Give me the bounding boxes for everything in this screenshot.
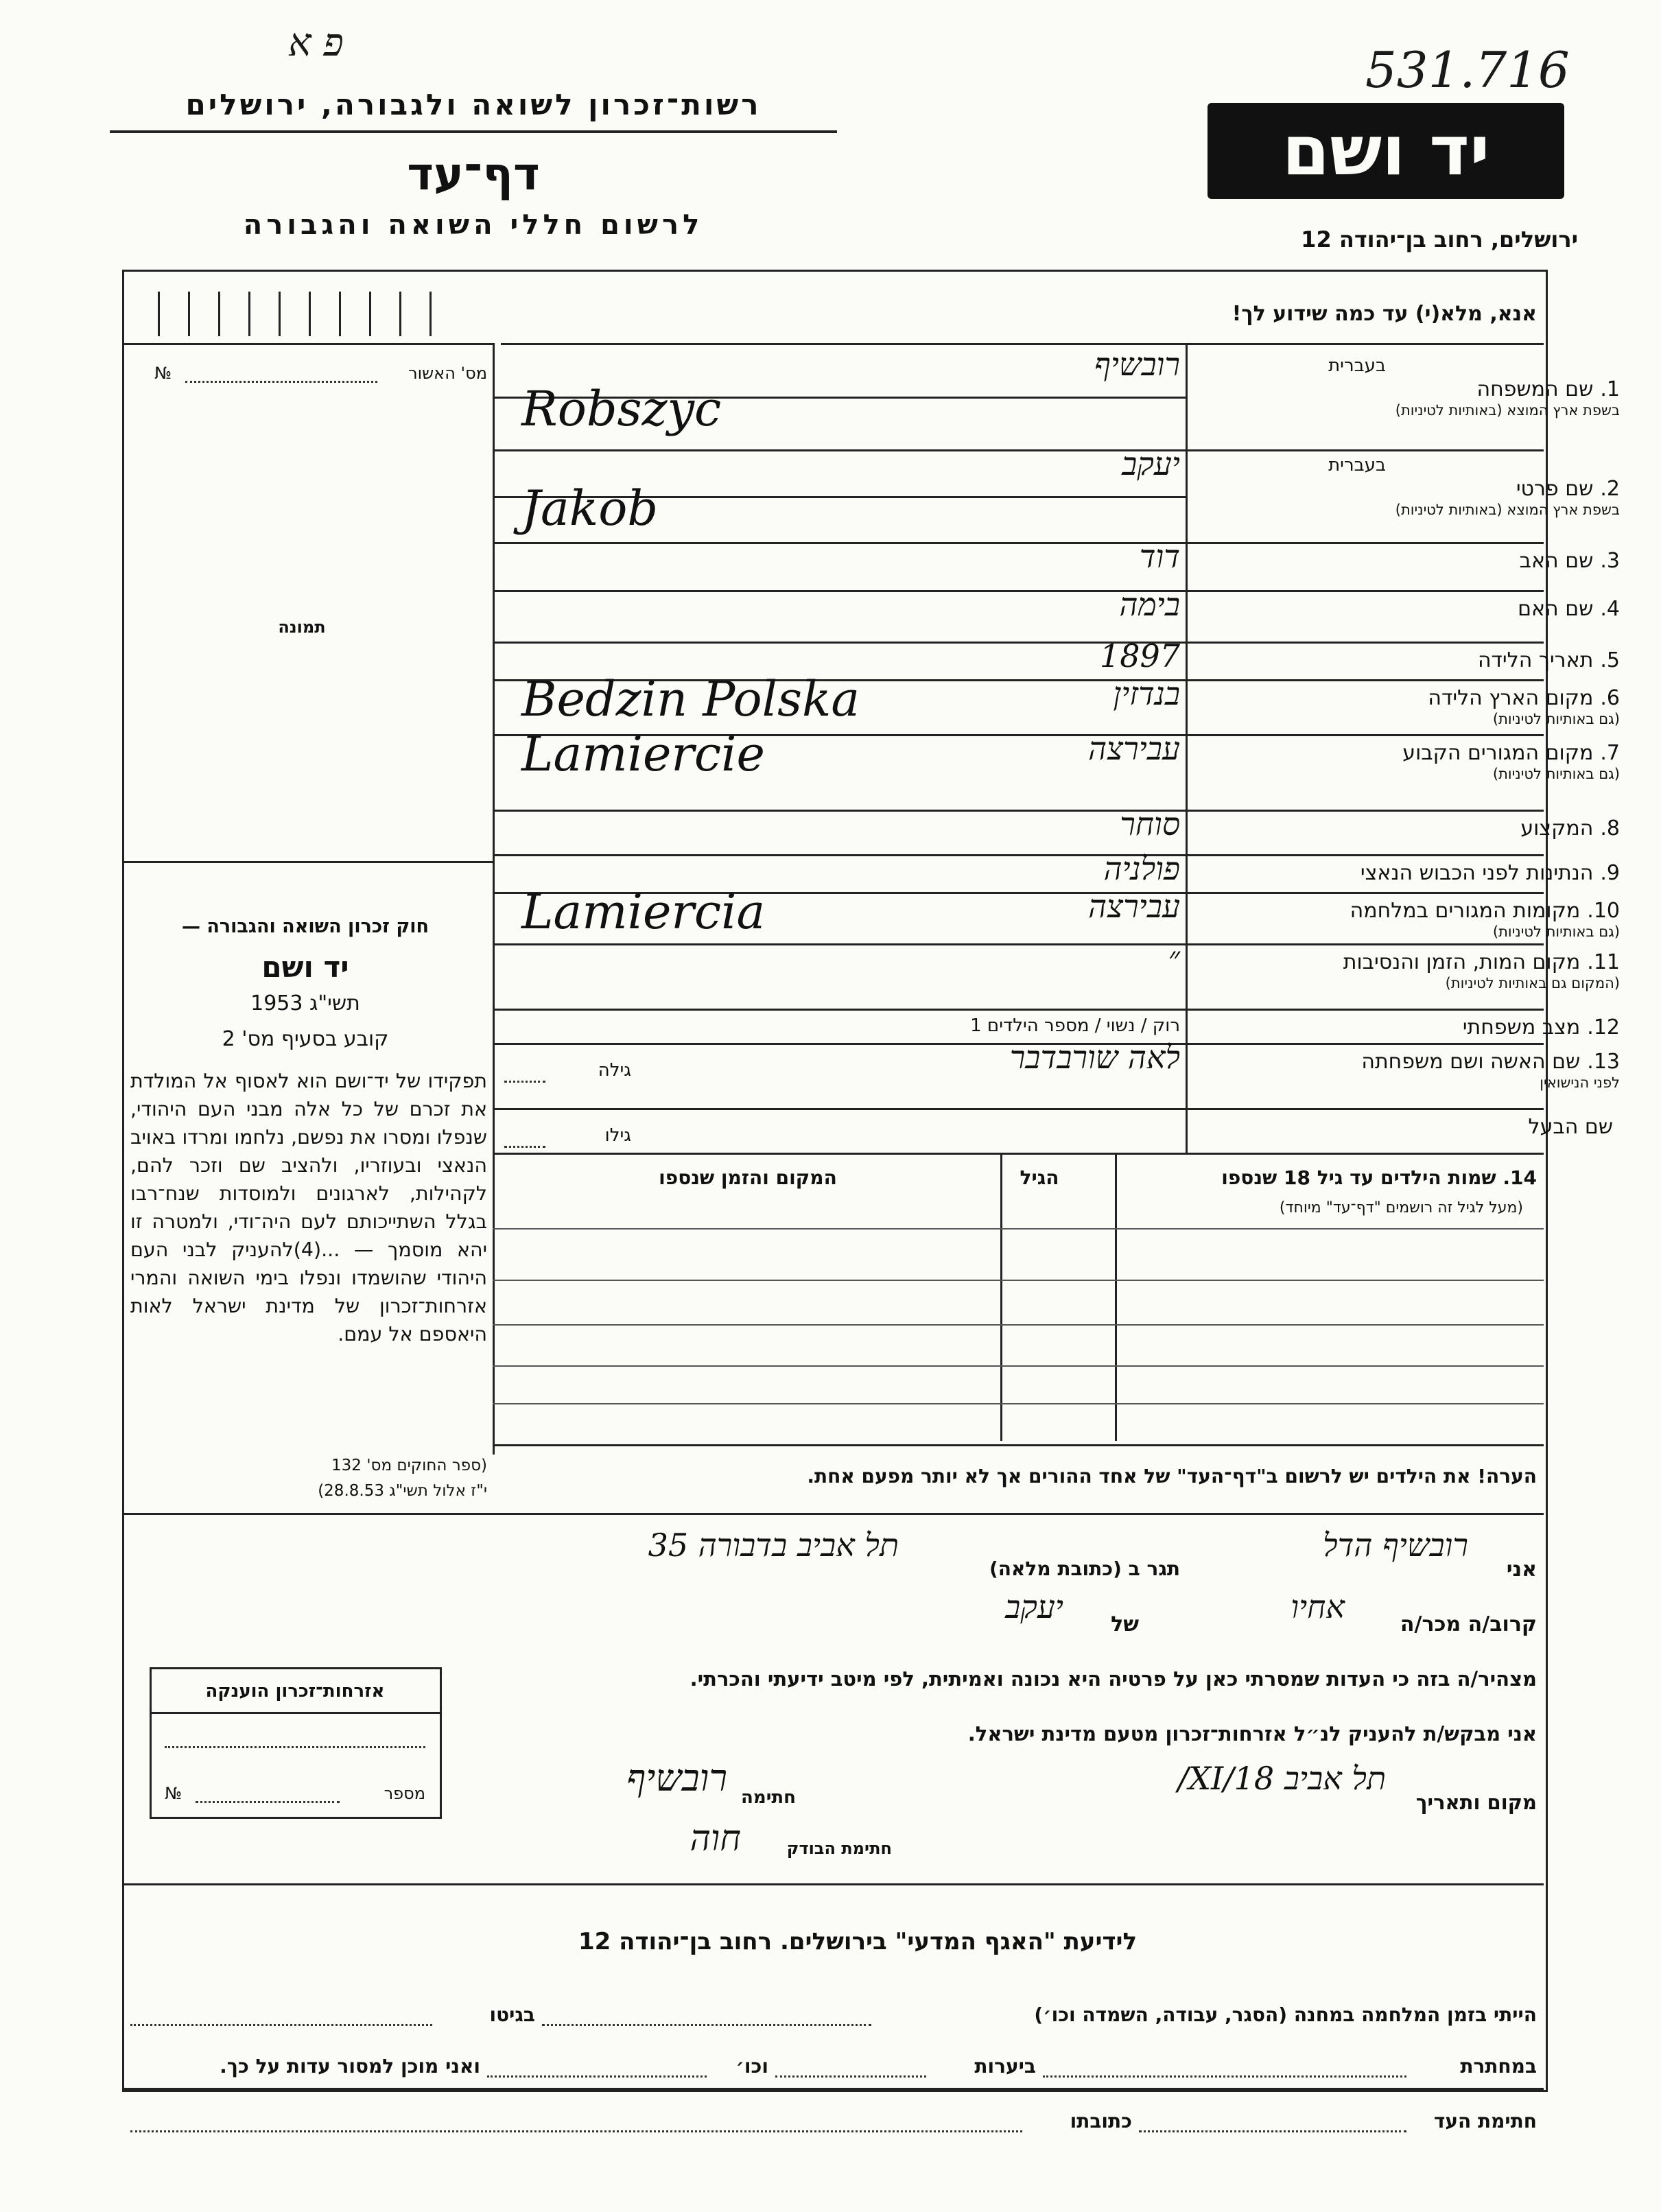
field-value-hebrew[interactable]: סוחר xyxy=(1120,805,1180,843)
field-label xyxy=(1291,648,1620,673)
footer-line3-dots-b xyxy=(130,2130,1022,2132)
law-clause: קובע בסעיף מס' 2 xyxy=(222,1027,389,1051)
field-sublabel: (גם באותיות לטיניות) xyxy=(1492,711,1620,727)
children-col-place: המקום והזמן שנספו xyxy=(659,1166,837,1189)
footer-line2-dots-c xyxy=(487,2075,707,2078)
field-row-line xyxy=(493,1009,1544,1011)
field-number: 4. xyxy=(1600,597,1620,621)
citizenship-dots-2 xyxy=(196,1801,340,1803)
law-title: חוק זכרון השואה והגבורה — xyxy=(181,916,429,937)
field-value-hebrew[interactable]: עבירצה xyxy=(1088,888,1180,925)
left-panel-top-line xyxy=(122,343,493,345)
children-col-divider-2 xyxy=(1000,1153,1002,1441)
field-number: 12. xyxy=(1587,1015,1620,1039)
note-top-line xyxy=(493,1444,1544,1446)
field-sublabel: (גם באותיות לטיניות) xyxy=(1492,766,1620,782)
law-year: תשי"ג 1953 xyxy=(250,991,360,1015)
field-value-hebrew[interactable]: רוק / נשוי / מספר הילדים 1 xyxy=(970,1015,1180,1036)
photo-bottom-line xyxy=(122,861,493,863)
children-top-line xyxy=(493,1153,1544,1155)
children-col-divider-1 xyxy=(1115,1153,1117,1441)
field-label xyxy=(1291,1115,1620,1140)
footer-line2-dots-b xyxy=(775,2075,926,2078)
field-number: 10. xyxy=(1587,899,1620,923)
field-label-text: שם האשה ושם משפחתה xyxy=(1361,1050,1581,1074)
label-column-divider xyxy=(1186,343,1188,1153)
decl-relation-label: קרוב/ה מכר/ה xyxy=(1400,1612,1537,1636)
decl-i-label: אני xyxy=(1506,1557,1537,1581)
field-age-dots xyxy=(504,1146,545,1148)
field-row-line xyxy=(493,1108,1544,1110)
law-name: יד ושם xyxy=(261,950,349,984)
field-label-text: הנתינות לפני הכבוש הנאצי xyxy=(1360,861,1594,885)
field-label-text: מקום הארץ הלידה xyxy=(1428,686,1594,710)
children-row-line xyxy=(493,1228,1544,1229)
field-number: 7. xyxy=(1600,741,1620,765)
field-label xyxy=(1291,816,1620,841)
field-label xyxy=(1291,1050,1620,1092)
field-label-text: מקומות המגורים במלחמה xyxy=(1350,899,1581,923)
field-number: 5. xyxy=(1600,648,1620,672)
note-text: הערה! את הילדים יש לרשום ב"דף־העד" של אחד ההורים אך לא יותר מפעם אחת. xyxy=(807,1465,1537,1487)
footer-bottom-line xyxy=(122,2088,1544,2090)
field-label-text: המקצוע xyxy=(1520,816,1594,840)
corner-mark: פ א xyxy=(288,21,344,65)
field-value-latin[interactable]: Robszyc xyxy=(521,381,722,437)
footer-line3-start: חתימת העד xyxy=(1433,2110,1537,2132)
field-number: 2. xyxy=(1600,477,1620,501)
left-column-divider xyxy=(493,343,495,1455)
children-sub: (מעל לגיל זה רושמים "דף־עד" מיוחד) xyxy=(1279,1199,1523,1216)
field-value-hebrew[interactable]: רובשיף xyxy=(1094,346,1180,383)
field-value-hebrew[interactable]: דוד xyxy=(1139,538,1180,575)
footer-title: לידיעת "האגף המדעי" בירושלים. רחוב בן־יהודה 12 xyxy=(578,1928,1138,1955)
field-age-dots xyxy=(504,1081,545,1083)
citizenship-box-title: אזרחות־זכרון הוענקה xyxy=(205,1681,385,1702)
field-value-hebrew[interactable]: בימה xyxy=(1119,586,1180,623)
law-date: י"ז אלול תשי"ג 28.8.53) xyxy=(318,1482,487,1500)
decl-signature-value: רובשיף xyxy=(626,1756,727,1800)
footer-line1-dots-b xyxy=(130,2024,432,2026)
field-label-text: מקום המגורים הקבוע xyxy=(1402,741,1594,765)
field-age-label: גילו xyxy=(604,1125,631,1146)
field-value-hebrew[interactable]: עבירצה xyxy=(1088,730,1180,767)
decl-request: אני מבקש/ת להעניק לנ״ל אזרחות־זכרון מטעם מדינת ישראל. xyxy=(967,1722,1537,1745)
footer-top-line xyxy=(122,1883,1544,1885)
footer-line3-dots-a xyxy=(1139,2130,1406,2132)
decl-examiner-value: חוה xyxy=(690,1818,741,1859)
decl-signature-label: חתימה xyxy=(741,1787,796,1808)
footer-line2-mid2: וכו׳ xyxy=(735,2055,768,2078)
field-label-text: שם פרטי xyxy=(1516,477,1594,501)
field-label xyxy=(1291,686,1620,728)
hatch-marks xyxy=(158,292,453,336)
field-hebrew-tag: בעברית xyxy=(1328,355,1386,376)
field-number: 11. xyxy=(1587,950,1620,974)
field-value-latin[interactable]: Lamiercie xyxy=(521,726,765,782)
field-sublabel: בשפת ארץ המוצא (באותיות לטיניות) xyxy=(1395,502,1620,518)
field-value-hebrew[interactable]: בנדזין xyxy=(1113,675,1180,712)
field-sublabel: (המקום גם באותיות לטיניות) xyxy=(1445,975,1620,991)
address: ירושלים, רחוב בן־יהודה 12 xyxy=(1301,226,1578,252)
law-source: (ספר החוקים מס' 132 xyxy=(331,1457,487,1474)
footer-line2-end: ואני מוכן למסור עדות על כך. xyxy=(220,2055,480,2078)
children-row-line xyxy=(493,1280,1544,1281)
footer-line2-start: במחתרת xyxy=(1460,2055,1537,2078)
field-label xyxy=(1291,899,1620,941)
field-value-latin[interactable]: Lamiercia xyxy=(521,884,766,940)
photo-label: תמונה xyxy=(278,617,326,637)
field-number: 13. xyxy=(1587,1050,1620,1074)
footer-line2-dots-a xyxy=(1043,2075,1406,2078)
logo-text: יד ושם xyxy=(1282,110,1490,191)
field-label-text: שם האב xyxy=(1519,549,1594,573)
field-sublabel: בשפת ארץ המוצא (באותיות לטיניות) xyxy=(1395,402,1620,419)
decl-place-date-label: מקום ותאריך xyxy=(1415,1791,1537,1814)
field-value-hebrew[interactable]: לאה שורבדבר xyxy=(1009,1039,1180,1076)
reg-dots xyxy=(185,381,377,383)
field-label-text: תאריך הלידה xyxy=(1477,648,1594,672)
intro-underline xyxy=(501,343,1544,345)
field-label xyxy=(1291,597,1620,622)
field-sublabel: לפני הנישואין xyxy=(1540,1074,1620,1091)
field-label xyxy=(1291,477,1620,519)
citizenship-number: מספר xyxy=(384,1784,425,1803)
field-value-latin[interactable]: Jakob xyxy=(521,480,659,537)
field-label-text: מצב משפחתי xyxy=(1462,1015,1581,1039)
form-subtitle: לרשום חללי השואה והגבורה xyxy=(243,209,704,241)
field-label-text: שם האם xyxy=(1518,597,1594,621)
field-number: 6. xyxy=(1600,686,1620,710)
reg-label: מס' האשור xyxy=(408,364,487,383)
reg-no: № xyxy=(154,364,172,383)
field-age-label: גילה xyxy=(598,1060,631,1081)
field-label xyxy=(1291,741,1620,783)
footer-line3-mid: כתובתו xyxy=(1070,2110,1132,2132)
decl-resides-label: תגר ב (כתובת מלאה) xyxy=(989,1557,1180,1580)
citizenship-box-title-line xyxy=(150,1712,440,1714)
authority-line: רשות־זכרון לשואה ולגבורה, ירושלים xyxy=(185,88,762,121)
field-value-hebrew[interactable]: יעקב xyxy=(1122,445,1180,482)
field-hebrew-tag: בעברית xyxy=(1328,455,1386,475)
children-label: 14. שמות הילדים עד גיל 18 שנספו xyxy=(1221,1166,1537,1189)
field-label xyxy=(1291,377,1620,419)
children-row-line xyxy=(493,1403,1544,1404)
form-title: דף־עד xyxy=(407,148,540,200)
children-row-line xyxy=(493,1324,1544,1326)
decl-statement: מצהיר/ה בזה כי העדות שמסרתי כאן על פרטיה היא נכונה ואמיתית, לפי מיטב ידיעתי והכרתי. xyxy=(690,1667,1537,1691)
citizenship-dots-1 xyxy=(165,1746,425,1748)
footer-line1-end: בגיטו xyxy=(489,2003,535,2026)
footer-line1: הייתי בזמן המלחמה במחנה (הסגר, עבודה, השמדה וכו׳) xyxy=(1034,2003,1537,2026)
decl-examiner-label: חתימת הבודק xyxy=(786,1839,892,1858)
decl-of-value: יעקב xyxy=(1005,1588,1063,1625)
decl-place-date-value: תל אביב 18/XI/ xyxy=(1177,1760,1386,1797)
field-value-latin[interactable]: Bedzin Polska xyxy=(521,671,860,727)
field-number: 3. xyxy=(1600,549,1620,573)
field-number: 1. xyxy=(1600,377,1620,401)
yad-vashem-logo xyxy=(1208,103,1564,199)
decl-of-label: של xyxy=(1111,1612,1139,1636)
field-label-text: שם הבעל xyxy=(1528,1115,1613,1139)
field-value-hebrew[interactable]: ״ xyxy=(1168,939,1180,976)
law-text: תפקידו של יד־ושם הוא לאסוף אל המולדת את זכרם של כל אלה מבני העם היהודי, שנפלו ומסרו את נפשם, נלחמו ומרדו באויב הנאצי ובעוזריו, ולהציב שם וזכר להם, לקהילות, לארגונים ולמוסדות שנח־רבו בגלל השתייכותם לעם היה־ודי, ולמטרה זו יהא מוסמך — ...(4)להעניק לבני העם היהודי שהושמדו ונפלו בימי השואה והמרי אזרחות־זכרון של מדינת ישראל לאות היאספם אל עמם. xyxy=(130,1070,487,1345)
decl-resides-value: תל אביב בדבורה 35 xyxy=(648,1527,899,1564)
field-label xyxy=(1291,549,1620,574)
note-bottom-line xyxy=(122,1513,1544,1515)
field-number: 8. xyxy=(1600,816,1620,840)
footer-line2-mid1: ביערות xyxy=(974,2055,1036,2078)
intro-text: אנא, מלא(י) עד כמה שידוע לך! xyxy=(1232,302,1537,326)
field-sublabel: (גם באותיות לטיניות) xyxy=(1492,923,1620,940)
field-value-hebrew[interactable]: פולניה xyxy=(1103,850,1180,887)
children-col-age: הגיל xyxy=(1020,1166,1059,1189)
decl-relation-value: אחיו xyxy=(1291,1588,1345,1625)
children-row-line xyxy=(493,1365,1544,1367)
authority-underline xyxy=(110,130,837,133)
field-label xyxy=(1291,1015,1620,1040)
archive-number: 531.716 xyxy=(1365,41,1570,99)
decl-i-value: רובשיף הדל xyxy=(1323,1527,1468,1564)
citizenship-no-sign: № xyxy=(165,1784,182,1803)
field-label-text: מקום המות, הזמן והנסיבות xyxy=(1343,950,1581,974)
field-label xyxy=(1291,950,1620,992)
field-label xyxy=(1291,861,1620,886)
field-value-hebrew[interactable]: 1897 xyxy=(1099,637,1180,674)
field-label-text: שם המשפחה xyxy=(1476,377,1594,401)
footer-line1-dots-a xyxy=(542,2024,871,2026)
field-number: 9. xyxy=(1600,861,1620,885)
